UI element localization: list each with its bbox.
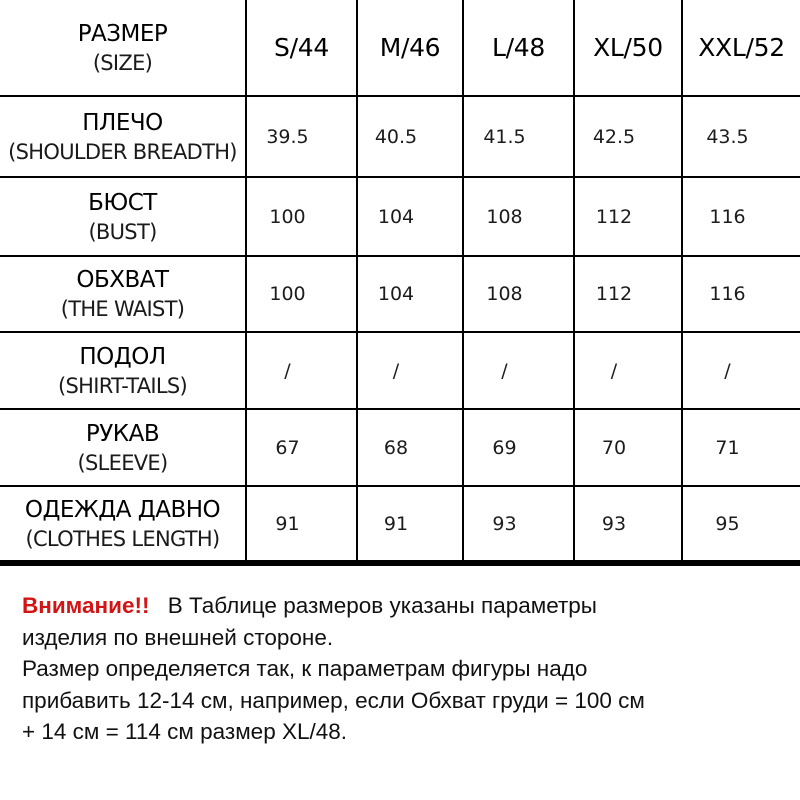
row-label-cell xyxy=(0,487,245,560)
table-cell xyxy=(575,487,681,560)
table-cell xyxy=(358,333,462,408)
cell-value: 116 xyxy=(709,205,746,228)
table-cell xyxy=(464,410,573,485)
cell-value: 112 xyxy=(595,205,633,228)
cell-value: 43.5 xyxy=(706,125,749,148)
table-cell xyxy=(358,97,462,176)
row-label-ru: ОДЕЖДА ДАВНО xyxy=(24,496,221,523)
cell-value: 112 xyxy=(595,283,633,305)
cell-value: 67 xyxy=(275,436,300,459)
table-cell xyxy=(575,333,681,408)
cell-value: / xyxy=(284,359,291,382)
table-cell xyxy=(683,333,800,408)
sizing-notice xyxy=(22,590,792,748)
cell-value: 71 xyxy=(715,436,740,459)
size-column-header xyxy=(247,0,356,95)
table-cell xyxy=(464,257,573,331)
notice-text: В Таблице размеров указаны параметры xyxy=(167,593,597,618)
notice-line: изделия по внешней стороне. xyxy=(22,624,334,650)
table-cell xyxy=(683,257,800,331)
table-cell xyxy=(247,333,356,408)
cell-value: / xyxy=(724,359,731,382)
size-label: XL/50 xyxy=(593,33,663,62)
table-cell xyxy=(247,487,356,560)
table-cell xyxy=(358,410,462,485)
warning-label: Внимание!! xyxy=(22,593,150,618)
size-label: L/48 xyxy=(492,33,545,62)
row-label-en: (BUST) xyxy=(88,219,157,244)
cell-value: 100 xyxy=(269,205,306,228)
row-label-ru: БЮСТ xyxy=(88,189,157,216)
cell-value: 68 xyxy=(383,436,409,459)
cell-value: 95 xyxy=(715,512,740,535)
cell-value: 100 xyxy=(269,283,306,305)
row-label-en: (SHIRT-TAILS) xyxy=(58,373,187,398)
cell-value: 108 xyxy=(486,283,523,305)
size-column-header xyxy=(358,0,462,95)
table-cell xyxy=(358,257,462,331)
row-label-ru: ОБХВАТ xyxy=(76,267,169,293)
cell-value: 70 xyxy=(601,436,627,459)
table-cell xyxy=(247,178,356,255)
row-label-cell xyxy=(0,257,245,331)
cell-value: 93 xyxy=(601,512,627,535)
cell-value: 104 xyxy=(377,205,415,228)
table-cell xyxy=(464,333,573,408)
row-label-en: (CLOTHES LENGTH) xyxy=(25,526,220,551)
cell-value: 69 xyxy=(492,436,517,459)
table-cell xyxy=(247,410,356,485)
cell-value: / xyxy=(501,359,508,382)
table-cell xyxy=(683,410,800,485)
row-label-cell xyxy=(0,333,245,408)
table-cell xyxy=(247,97,356,176)
cell-value: 104 xyxy=(377,283,415,305)
table-cell xyxy=(575,410,681,485)
table-cell xyxy=(683,97,800,176)
size-column-header xyxy=(575,0,681,95)
row-label-cell xyxy=(0,97,245,176)
cell-value: / xyxy=(392,359,400,382)
size-label: S/44 xyxy=(274,33,329,62)
table-cell xyxy=(683,178,800,255)
cell-value: 91 xyxy=(275,512,300,535)
row-label-en: (SLEEVE) xyxy=(77,450,168,475)
row-label-ru: ПОДОЛ xyxy=(79,343,166,370)
size-header-label-ru: РАЗМЕР xyxy=(77,20,168,47)
table-cell xyxy=(464,178,573,255)
table-cell xyxy=(575,257,681,331)
table-cell xyxy=(464,487,573,560)
size-column-header xyxy=(683,0,800,95)
size-header-label-cell xyxy=(0,0,245,95)
size-label: XXL/52 xyxy=(698,33,785,62)
table-cell xyxy=(683,487,800,560)
row-label-cell xyxy=(0,410,245,485)
size-column-header xyxy=(464,0,573,95)
cell-value: 41.5 xyxy=(483,125,526,148)
cell-value: 116 xyxy=(709,283,746,305)
cell-value: 93 xyxy=(492,512,517,535)
table-cell xyxy=(575,178,681,255)
cell-value: 91 xyxy=(383,512,409,535)
notice-line: прибавить 12-14 см, например, если Обхват груди = 100 см xyxy=(22,687,645,713)
cell-value: 39.5 xyxy=(266,125,309,148)
notice-line xyxy=(22,590,792,622)
size-label: M/46 xyxy=(379,33,441,62)
cell-value: / xyxy=(610,359,618,382)
row-label-en: (THE WAIST) xyxy=(60,297,185,321)
row-label-ru: РУКАВ xyxy=(85,420,160,447)
table-cell xyxy=(358,178,462,255)
table-cell xyxy=(575,97,681,176)
notice-line: Размер определяется так, к параметрам фигуры надо xyxy=(22,656,588,681)
table-cell xyxy=(358,487,462,560)
table-cell xyxy=(247,257,356,331)
row-label-en: (SHOULDER BREADTH) xyxy=(8,139,237,164)
size-header-label-en: (SIZE) xyxy=(92,50,153,75)
cell-value: 108 xyxy=(486,205,523,228)
cell-value: 42.5 xyxy=(592,125,636,148)
table-cell xyxy=(464,97,573,176)
row-label-ru: ПЛЕЧО xyxy=(82,109,163,136)
row-label-cell xyxy=(0,178,245,255)
cell-value: 40.5 xyxy=(374,125,418,148)
notice-line: + 14 см = 114 см размер XL/48. xyxy=(22,719,348,744)
